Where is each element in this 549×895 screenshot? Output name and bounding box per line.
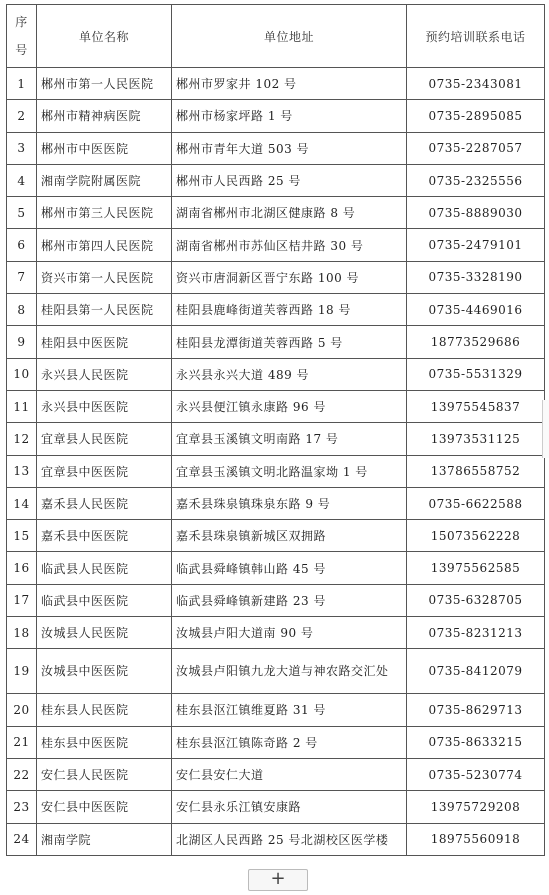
row-address: 永兴县便江镇永康路 96 号 (172, 390, 407, 422)
row-address: 嘉禾县珠泉镇珠泉东路 9 号 (172, 487, 407, 519)
table-row (7, 164, 545, 196)
table-row (7, 390, 545, 422)
table-row (7, 758, 545, 790)
row-seq: 14 (7, 487, 37, 519)
row-name: 郴州市第一人民医院 (37, 68, 172, 100)
row-address: 宜章县玉溪镇文明北路温家坳 1 号 (172, 455, 407, 487)
row-phone: 0735-6622588 (407, 487, 545, 519)
row-seq: 1 (7, 68, 37, 100)
row-seq: 23 (7, 791, 37, 823)
row-phone: 0735-2325556 (407, 164, 545, 196)
row-phone: 15073562228 (407, 520, 545, 552)
row-name: 资兴市第一人民医院 (37, 261, 172, 293)
table-row (7, 584, 545, 616)
row-seq: 2 (7, 100, 37, 132)
row-seq: 22 (7, 758, 37, 790)
row-phone: 0735-3328190 (407, 261, 545, 293)
table-row (7, 617, 545, 649)
row-seq: 3 (7, 132, 37, 164)
row-name: 郴州市精神病医院 (37, 100, 172, 132)
row-name: 湘南学院 (37, 823, 172, 855)
add-row-button[interactable] (248, 869, 308, 891)
row-phone: 0735-8231213 (407, 617, 545, 649)
row-seq: 16 (7, 552, 37, 584)
row-name: 郴州市中医医院 (37, 132, 172, 164)
header-address: 单位地址 (172, 5, 407, 68)
row-name: 临武县中医医院 (37, 584, 172, 616)
row-phone: 13975562585 (407, 552, 545, 584)
row-seq: 9 (7, 326, 37, 358)
plus-icon: + (270, 868, 286, 889)
row-seq: 7 (7, 261, 37, 293)
table-row (7, 694, 545, 726)
row-address: 北湖区人民西路 25 号北湖校区医学楼 (172, 823, 407, 855)
row-seq: 20 (7, 694, 37, 726)
row-name: 嘉禾县人民医院 (37, 487, 172, 519)
table-row (7, 791, 545, 823)
row-address: 汝城县卢阳大道南 90 号 (172, 617, 407, 649)
row-phone: 0735-2895085 (407, 100, 545, 132)
table-row (7, 649, 545, 694)
row-name: 汝城县人民医院 (37, 617, 172, 649)
row-phone: 0735-8889030 (407, 197, 545, 229)
row-name: 桂阳县第一人民医院 (37, 294, 172, 326)
table-row (7, 229, 545, 261)
row-name: 永兴县中医医院 (37, 390, 172, 422)
row-name: 安仁县中医医院 (37, 791, 172, 823)
row-address: 湖南省郴州市北湖区健康路 8 号 (172, 197, 407, 229)
row-seq: 6 (7, 229, 37, 261)
row-name: 湘南学院附属医院 (37, 164, 172, 196)
table-row (7, 487, 545, 519)
table-row (7, 726, 545, 758)
row-name: 永兴县人民医院 (37, 358, 172, 390)
row-address: 永兴县永兴大道 489 号 (172, 358, 407, 390)
row-address: 安仁县永乐江镇安康路 (172, 791, 407, 823)
table-row (7, 455, 545, 487)
row-phone: 13975545837 (407, 390, 545, 422)
row-phone: 0735-5230774 (407, 758, 545, 790)
row-address: 临武县舜峰镇韩山路 45 号 (172, 552, 407, 584)
row-phone: 13786558752 (407, 455, 545, 487)
table-row (7, 68, 545, 100)
row-phone: 13973531125 (407, 423, 545, 455)
row-seq: 10 (7, 358, 37, 390)
row-name: 宜章县人民医院 (37, 423, 172, 455)
row-address: 郴州市杨家坪路 1 号 (172, 100, 407, 132)
row-seq: 21 (7, 726, 37, 758)
header-phone: 预约培训联系电话 (407, 5, 545, 68)
row-address: 汝城县卢阳镇九龙大道与神农路交汇处 (172, 649, 407, 694)
header-seq-line2: 号 (15, 43, 28, 57)
row-address: 宜章县玉溪镇文明南路 17 号 (172, 423, 407, 455)
table-row (7, 294, 545, 326)
row-name: 郴州市第三人民医院 (37, 197, 172, 229)
header-seq (7, 5, 37, 68)
table-row (7, 326, 545, 358)
hospital-table (6, 4, 545, 856)
row-phone: 0735-4469016 (407, 294, 545, 326)
header-name: 单位名称 (37, 5, 172, 68)
row-phone: 0735-5531329 (407, 358, 545, 390)
row-phone: 18773529686 (407, 326, 545, 358)
row-address: 资兴市唐洞新区晋宁东路 100 号 (172, 261, 407, 293)
row-name: 宜章县中医医院 (37, 455, 172, 487)
table-row (7, 520, 545, 552)
document-body (6, 4, 544, 856)
row-seq: 11 (7, 390, 37, 422)
row-name: 桂阳县中医医院 (37, 326, 172, 358)
row-phone: 0735-2343081 (407, 68, 545, 100)
row-phone: 0735-8633215 (407, 726, 545, 758)
table-row (7, 132, 545, 164)
row-seq: 12 (7, 423, 37, 455)
header-row (7, 5, 545, 68)
row-seq: 8 (7, 294, 37, 326)
side-scroll-handle[interactable] (542, 400, 549, 458)
table-row (7, 823, 545, 855)
row-address: 桂东县沤江镇陈奇路 2 号 (172, 726, 407, 758)
table-row (7, 261, 545, 293)
row-name: 临武县人民医院 (37, 552, 172, 584)
row-seq: 24 (7, 823, 37, 855)
row-seq: 13 (7, 455, 37, 487)
row-name: 汝城县中医医院 (37, 649, 172, 694)
row-address: 安仁县安仁大道 (172, 758, 407, 790)
row-phone: 0735-8412079 (407, 649, 545, 694)
row-address: 桂阳县龙潭街道芙蓉西路 5 号 (172, 326, 407, 358)
row-address: 郴州市人民西路 25 号 (172, 164, 407, 196)
row-address: 郴州市青年大道 503 号 (172, 132, 407, 164)
row-name: 桂东县人民医院 (37, 694, 172, 726)
row-seq: 17 (7, 584, 37, 616)
row-phone: 13975729208 (407, 791, 545, 823)
row-phone: 18975560918 (407, 823, 545, 855)
table-row (7, 100, 545, 132)
row-phone: 0735-6328705 (407, 584, 545, 616)
row-phone: 0735-8629713 (407, 694, 545, 726)
row-address: 桂东县沤江镇维夏路 31 号 (172, 694, 407, 726)
table-row (7, 358, 545, 390)
row-seq: 19 (7, 649, 37, 694)
table-row (7, 552, 545, 584)
row-seq: 18 (7, 617, 37, 649)
row-seq: 5 (7, 197, 37, 229)
row-address: 临武县舜峰镇新建路 23 号 (172, 584, 407, 616)
row-name: 桂东县中医医院 (37, 726, 172, 758)
row-name: 嘉禾县中医医院 (37, 520, 172, 552)
row-seq: 4 (7, 164, 37, 196)
row-name: 郴州市第四人民医院 (37, 229, 172, 261)
row-seq: 15 (7, 520, 37, 552)
row-name: 安仁县人民医院 (37, 758, 172, 790)
header-seq-line1: 序 (15, 15, 28, 29)
row-address: 湖南省郴州市苏仙区桔井路 30 号 (172, 229, 407, 261)
table-row (7, 423, 545, 455)
row-phone: 0735-2287057 (407, 132, 545, 164)
row-address: 桂阳县鹿峰街道芙蓉西路 18 号 (172, 294, 407, 326)
table-body (7, 68, 545, 856)
row-address: 郴州市罗家井 102 号 (172, 68, 407, 100)
row-phone: 0735-2479101 (407, 229, 545, 261)
row-address: 嘉禾县珠泉镇新城区双拥路 (172, 520, 407, 552)
table-row (7, 197, 545, 229)
